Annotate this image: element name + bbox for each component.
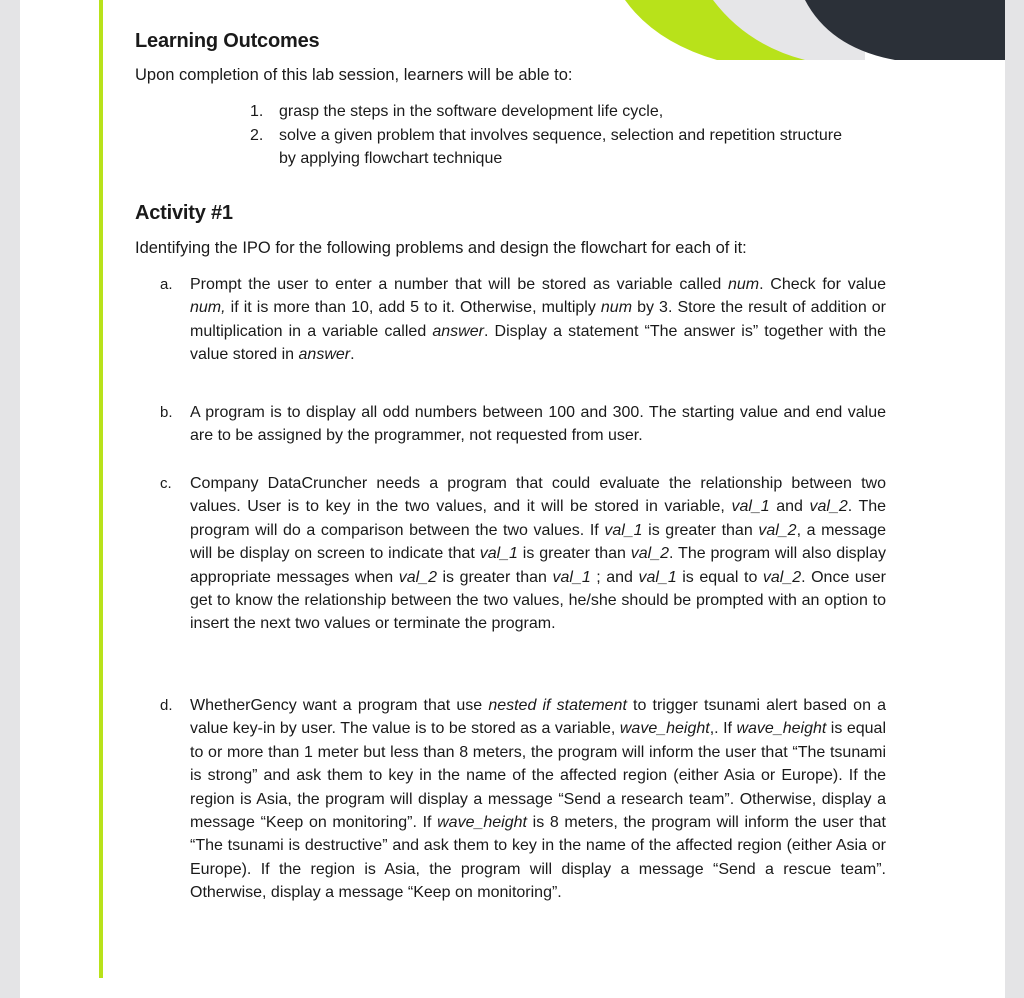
activity-item-b [160, 401, 886, 448]
item-letter: c. [160, 475, 172, 492]
italic-term: answer [432, 322, 484, 340]
corner-decoration [625, 0, 1005, 60]
italic-term: num [600, 299, 633, 317]
italic-term: wave_height [619, 720, 710, 738]
activity-item-a [160, 273, 886, 367]
activity-item-d [160, 694, 886, 905]
left-accent-bar [99, 0, 103, 978]
italic-term: val_1 [731, 498, 770, 516]
outcome-text: grasp the steps in the software development life cycle, [279, 103, 664, 120]
item-text: Prompt the user to enter a number that will be stored as variable called num. Check for value num, if it is more than 10, add 5 to it. Otherwise, multiply num by 3. Store the result of addition or multiplication in a variable called answer. Display a statement “The answer is” together with the value stored in answer. [190, 276, 887, 364]
item-letter: b. [160, 404, 173, 421]
italic-term: val_2 [758, 521, 797, 539]
italic-term: val_2 [762, 568, 802, 586]
italic-term: val_2 [398, 568, 437, 586]
activity-heading: Activity #1 [135, 202, 233, 224]
outcomes-list [250, 100, 850, 171]
italic-term: wave_height [736, 720, 827, 738]
italic-term: val_1 [638, 568, 677, 586]
outcome-number: 2. [250, 126, 264, 144]
italic-term: val_1 [479, 545, 518, 563]
italic-term: wave_height [437, 814, 527, 832]
italic-term: num, [190, 299, 226, 317]
item-text: A program is to display all odd numbers between 100 and 300. The starting value and end value are to be assigned by the programmer, not requested from user. [190, 404, 886, 445]
item-letter: d. [160, 697, 173, 714]
italic-term: val_1 [552, 568, 591, 586]
item-text: WhetherGency want a program that use nested if statement to trigger tsunami alert based on a value key-in by user. The value is to be stored as a variable, wave_height,. If wave_height is equal to or more than 1 meter but less than 8 meters, the program will inform the user that “The tsunami is strong” and ask them to key in the name of the affected region (either Asia or Europe). If the region is Asia, the program will display a message “Send a research team”. Otherwise, display a message “Keep on monitoring”. If wave_height is 8 meters, the program will inform the user that “The tsunami is destructive” and ask them to key in the name of the affected region (either Asia or Europe). If the region is Asia, the program will display a message “Send a rescue team”. Otherwise, display a message “Keep on monitoring”. [190, 697, 887, 902]
italic-term: val_2 [809, 498, 848, 516]
item-text: Company DataCruncher needs a program that could evaluate the relationship between two values. User is to key in the two values, and it will be stored in variable, val_1 and val_2. The program will do a comparison between the two values. If val_1 is greater than val_2, a message will be display on screen to indicate that val_1 is greater than val_2. The program will also display appropriate messages when val_2 is greater than val_1 ; and val_1 is equal to val_2. Once user get to know the relationship between the two values, he/she should be prompted with an option to insert the next two values or terminate the program. [190, 475, 887, 633]
italic-term: val_1 [604, 521, 643, 539]
italic-term: num [727, 276, 760, 293]
italic-term: answer [298, 346, 351, 364]
learning-outcomes-heading: Learning Outcomes [135, 30, 320, 52]
document-page [20, 0, 1005, 998]
outcome-number: 1. [250, 103, 264, 120]
italic-term: nested if statement [488, 697, 627, 714]
activity-intro: Identifying the IPO for the following problems and design the flowchart for each of it: [135, 239, 747, 257]
activity-item-c [160, 472, 886, 636]
italic-term: val_2 [630, 545, 670, 563]
outcome-text: solve a given problem that involves sequence, selection and repetition structure by applying flowchart technique [279, 126, 842, 167]
outcomes-intro: Upon completion of this lab session, learners will be able to: [135, 66, 573, 84]
item-letter: a. [160, 276, 173, 293]
outcome-item [250, 124, 850, 171]
outcome-item [250, 100, 850, 124]
